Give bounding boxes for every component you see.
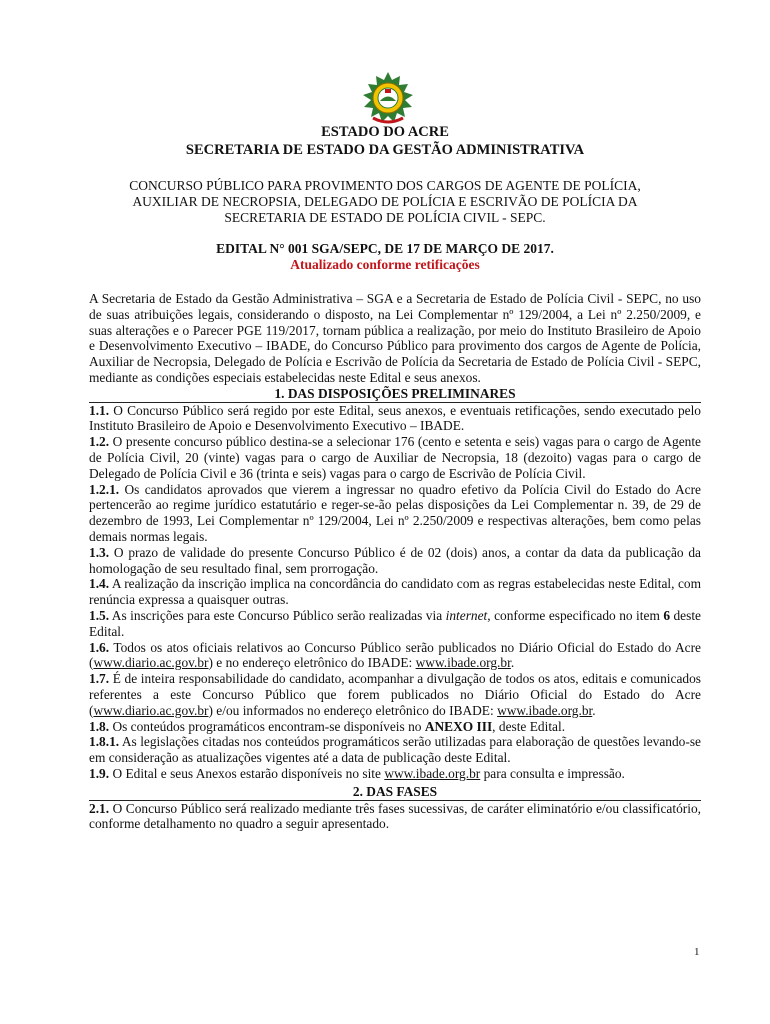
- item-text: As inscrições para este Concurso Público serão realizadas via: [109, 607, 446, 623]
- item-number: 1.4.: [89, 576, 110, 592]
- item-number: 1.2.: [89, 434, 110, 450]
- diario-link[interactable]: www.diario.ac.gov.br: [93, 702, 209, 718]
- item-text: .: [510, 655, 515, 671]
- item-number: 1.6.: [89, 639, 110, 655]
- item-1-8: [89, 719, 701, 735]
- item-number: 1.1.: [89, 402, 110, 418]
- item-number: 1.9.: [89, 765, 110, 781]
- item-text: para consulta e impressão.: [480, 765, 625, 781]
- item-number: 1.8.1.: [89, 734, 120, 750]
- item-text: , deste Edital.: [492, 718, 566, 734]
- item-bold: 6: [663, 607, 671, 623]
- item-text: O Edital e seus Anexos estarão disponíveis no site: [109, 765, 385, 781]
- item-1-4: [89, 576, 701, 608]
- item-number: 1.7.: [89, 671, 110, 687]
- item-1-3: [89, 545, 701, 577]
- item-number: 1.2.1.: [89, 481, 120, 497]
- secretariat-title: SECRETARIA DE ESTADO DA GESTÃO ADMINISTRATIVA: [185, 142, 585, 158]
- item-text: ) e/ou informados no endereço eletrônico do IBADE:: [208, 702, 498, 718]
- section-heading-2: 2. DAS FASES: [89, 784, 701, 801]
- item-1-2: [89, 434, 701, 481]
- section-heading-1: 1. DAS DISPOSIÇÕES PRELIMINARES: [89, 386, 701, 403]
- ibade-link[interactable]: www.ibade.org.br: [384, 765, 481, 781]
- item-text: ) e no endereço eletrônico do IBADE:: [208, 655, 416, 671]
- contest-line-1: CONCURSO PÚBLICO PARA PROVIMENTO DOS CARGOS DE AGENTE DE POLÍCIA,: [129, 178, 641, 193]
- item-text: Os candidatos aprovados que vierem a ingressar no quadro efetivo da Polícia Civil do Estado do Acre pertencerão ao regime jurídico estatutário e reger-se-ão pelas disposições da Lei Complementar n. 39, de 29 de dezembro de 1993, Lei Complementar nº 129/2004, Lei nº 2.250/2009 e respectivas alterações, bem como pelas demais normas legais.: [89, 481, 701, 544]
- page-number: 1: [694, 946, 700, 958]
- item-text: Todos os atos oficiais relativos ao Concurso Público serão publicados no Diário Oficial do Estado do Acre (: [89, 639, 701, 671]
- item-text: deste Edital.: [89, 607, 702, 639]
- item-italic: internet: [445, 607, 488, 623]
- item-text: É de inteira responsabilidade do candidato, acompanhar a divulgação de todos os atos, editais e comunicados referentes a este Concurso Público que forem publicados no Diário Oficial do Estado do Acre (: [89, 671, 701, 718]
- item-number: 1.8.: [89, 718, 110, 734]
- item-2-1: [89, 801, 701, 833]
- document-body: [89, 291, 701, 832]
- coat-of-arms-icon: [359, 70, 417, 128]
- item-text: O presente concurso público destina-se a selecionar 176 (cento e setenta e seis) vagas para o cargo de Agente de Polícia Civil, 20 (vinte) vagas para o cargo de Auxiliar de Necropsia, 18 (dezoito) vagas para o cargo de Delegado de Polícia Civil e 36 (trinta e seis) vagas para o cargo de Escrivão de Polícia Civil.: [89, 434, 701, 481]
- item-1-2-1: [89, 482, 701, 545]
- item-text: Os conteúdos programáticos encontram-se disponíveis no: [109, 718, 425, 734]
- ibade-link[interactable]: www.ibade.org.br: [415, 655, 511, 671]
- item-number: 1.3.: [89, 544, 110, 560]
- updated-note: Atualizado conforme retificações: [290, 257, 480, 272]
- item-1-9: [89, 766, 701, 782]
- item-text: .: [592, 702, 596, 718]
- item-bold: ANEXO III: [424, 718, 493, 734]
- item-text: O Concurso Público será realizado mediante três fases sucessivas, de caráter eliminatório e/ou classificatório, conforme detalhamento no quadro a seguir apresentado.: [89, 800, 701, 832]
- item-text: O prazo de validade do presente Concurso Público é de 02 (dois) anos, a contar da data da publicação da homologação de seu resultado final, sem prorrogação.: [89, 544, 701, 576]
- contest-line-3: SECRETARIA DE ESTADO DE POLÍCIA CIVIL - SEPC.: [224, 210, 546, 225]
- item-text: O Concurso Público será regido por este Edital, seus anexos, e eventuais retificações, sendo executado pelo Instituto Brasileiro de Apoio e Desenvolvimento Executivo – IBADE.: [89, 402, 701, 434]
- item-1-8-1: [89, 734, 701, 766]
- state-title: ESTADO DO ACRE: [321, 124, 449, 140]
- intro-paragraph: A Secretaria de Estado da Gestão Administrativa – SGA e a Secretaria de Estado de Polícia Civil - SEPC, no uso de suas atribuições legais, considerando o disposto, na Lei Complementar nº 129/2004, a Lei nº 2.250/2009, e suas alterações e o Parecer PGE 119/2017, tornam pública a realização, por meio do Instituto Brasileiro de Apoio e Desenvolvimento Executivo – IBADE, do Concurso Público para provimento dos cargos de Agente de Polícia, Auxiliar de Necropsia, Delegado de Polícia e Escrivão de Polícia da Secretaria de Estado de Polícia Civil - SEPC, mediante as condições especiais estabelecidas neste Edital e seus anexos.: [89, 291, 701, 385]
- item-1-6: [89, 640, 701, 672]
- item-number: 1.5.: [89, 607, 110, 623]
- item-text: As legislações citadas nos conteúdos programáticos serão utilizadas para elaboração de questões levando-se em consideração as atualizações vigentes até a data de publicação deste Edital.: [89, 734, 701, 766]
- item-1-1: [89, 403, 701, 435]
- ibade-link[interactable]: www.ibade.org.br: [497, 702, 593, 718]
- item-1-5: [89, 608, 701, 640]
- item-1-7: [89, 671, 701, 718]
- item-number: 2.1.: [89, 800, 110, 816]
- diario-link[interactable]: www.diario.ac.gov.br: [93, 655, 209, 671]
- item-text: , conforme especificado no item: [487, 607, 664, 623]
- edital-title: EDITAL N° 001 SGA/SEPC, DE 17 DE MARÇO DE 2017.: [216, 241, 554, 256]
- contest-line-2: AUXILIAR DE NECROPSIA, DELEGADO DE POLÍCIA E ESCRIVÃO DE POLÍCIA DA: [132, 194, 638, 209]
- item-text: A realização da inscrição implica na concordância do candidato com as regras estabelecidas neste Edital, com renúncia expressa a quaisquer outras.: [89, 576, 701, 608]
